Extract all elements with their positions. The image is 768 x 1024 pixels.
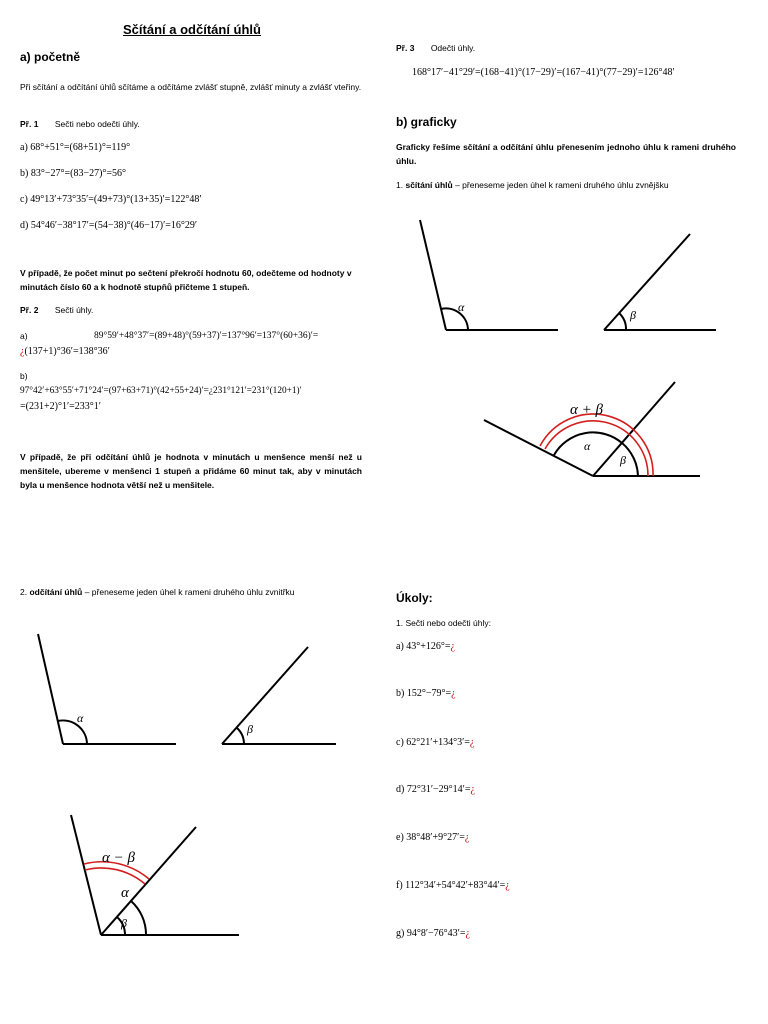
subtraction-num: 2. (20, 587, 28, 597)
addition-bold: sčítání úhlů (405, 180, 453, 190)
intro-a: Při sčítání a odčítání úhlů sčítáme a odčítáme zvlášť stupně, zvlášť minuty a zvlášť vteřiny. (20, 82, 362, 92)
task-question: ¿ (451, 688, 456, 699)
task-item (396, 736, 474, 750)
task-expr: f) 112°34′+54°42′+83°44′= (396, 880, 506, 891)
task-expr: d) 72°31′−29°14′= (396, 784, 471, 795)
subtraction-rest: – přeneseme jeden úhel k rameni druhého úhlu zvnitřku (82, 587, 295, 597)
subtraction-bold: odčítání úhlů (29, 587, 83, 597)
beta-label-add: β (630, 308, 636, 322)
alpha-label-sub-combined: α (121, 885, 129, 901)
task-question: ¿ (469, 737, 475, 748)
ex3-line: 168°17′−41°29′=(168−41)°(17−29)′=(167−41)°(77−29)′=126°48′ (412, 67, 675, 78)
ex2-a-line1: 89°59′+48°37′=(89+48)°(59+37)′=137°96′=137°(60+36)′= (94, 331, 319, 341)
task-question: ¿ (450, 641, 455, 652)
alpha-label-sub: α (77, 711, 84, 725)
beta-label-sub: β (247, 722, 253, 736)
task-item (396, 687, 456, 701)
ex1-item-d: d) 54°46′−38°17′=(54−38)°(46−17)′=16°29′ (20, 220, 198, 231)
note-minutes-over-60: V případě, že počet minut po sečtení překročí hodnotu 60, odečteme od hodnoty v minutách číslo 60 a k hodnotě stupňů přičteme 1 stupeň. (20, 268, 352, 292)
task-question: ¿ (505, 880, 510, 891)
addition-rest: – přeneseme jeden úhel k rameni druhého úhlu zvnějšku (452, 180, 669, 190)
beta-label-combined: β (620, 453, 626, 467)
page-title: Sčítání a odčítání úhlů (123, 22, 261, 37)
task-item (396, 831, 469, 845)
ex3-label: Př. 3 (396, 43, 415, 53)
ex1-text: Sečti nebo odečti úhly. (54, 119, 140, 129)
section-a-heading: a) početně (20, 50, 81, 64)
ex2-a-line2-rest: (137+1)°36′=138°36′ (24, 346, 110, 357)
alpha-plus-beta-label: α + β (570, 402, 603, 418)
intro-b: Graficky řešíme sčítání a odčítání úhlu přenesením jednoho úhlu k rameni druhého úhlu. (396, 142, 736, 166)
tasks-heading: Úkoly: (396, 591, 433, 605)
task-expr: g) 94°8′−76°43′= (396, 928, 466, 939)
subtraction-heading (20, 585, 295, 599)
section-b-heading: b) graficky (396, 115, 457, 129)
ex1-item-a: a) 68°+51°=(68+51)°=119° (20, 142, 131, 153)
ex2-b-label: b) (20, 371, 28, 381)
ex2-text: Sečti úhly. (54, 305, 94, 315)
task-question: ¿ (464, 832, 470, 843)
ex1-label: Př. 1 (20, 119, 39, 129)
ex1-item-b: b) 83°−27°=(83−27)°=56° (20, 168, 127, 179)
task-question: ¿ (470, 784, 475, 795)
ex2-b-line1: 97°42′+63°55′+71°24′=(97+63+71)°(42+55+24)′=¿231°121′=231°(120+1)′ (20, 386, 302, 396)
alpha-minus-beta-label: α − β (102, 850, 135, 866)
task-expr: e) 38°48′+9°27′= (396, 832, 465, 843)
ex2-b-line2: =(231+2)°1′=233°1′ (20, 401, 101, 412)
ex3-text: Odečti úhly. (430, 43, 476, 53)
ex2-a-label: a) (20, 331, 28, 341)
tasks-intro: 1. Sečti nebo odečti úhly: (396, 618, 491, 628)
task-question: ¿ (465, 928, 470, 939)
ex2-a-line2: ¿(137+1)°36′=138°36′ (20, 346, 110, 357)
task-expr: c) 62°21′+134°3′= (396, 737, 470, 748)
alpha-label-add: α (458, 300, 465, 314)
task-expr: a) 43°+126°= (396, 641, 451, 652)
task-item (396, 879, 510, 893)
beta-label-sub-combined: β (121, 916, 127, 930)
note-subtraction-borrow: V případě, že při odčítání úhlů je hodnota v minutách u menšence menší než u menšitele, ubereme v menšenci 1 stupeň a přidáme 60 minut tak, aby v minutách byla u menšence hodnota větší než u menšitele. (20, 452, 362, 490)
task-item (396, 783, 475, 797)
task-item (396, 927, 470, 941)
ex1-item-c: c) 49°13′+73°35′=(49+73)°(13+35)′=122°48′ (20, 194, 202, 205)
task-expr: b) 152°−79°= (396, 688, 452, 699)
addition-num: 1. (396, 180, 404, 190)
task-item (396, 640, 455, 654)
ex2-label: Př. 2 (20, 305, 39, 315)
alpha-label-combined: α (584, 439, 591, 453)
